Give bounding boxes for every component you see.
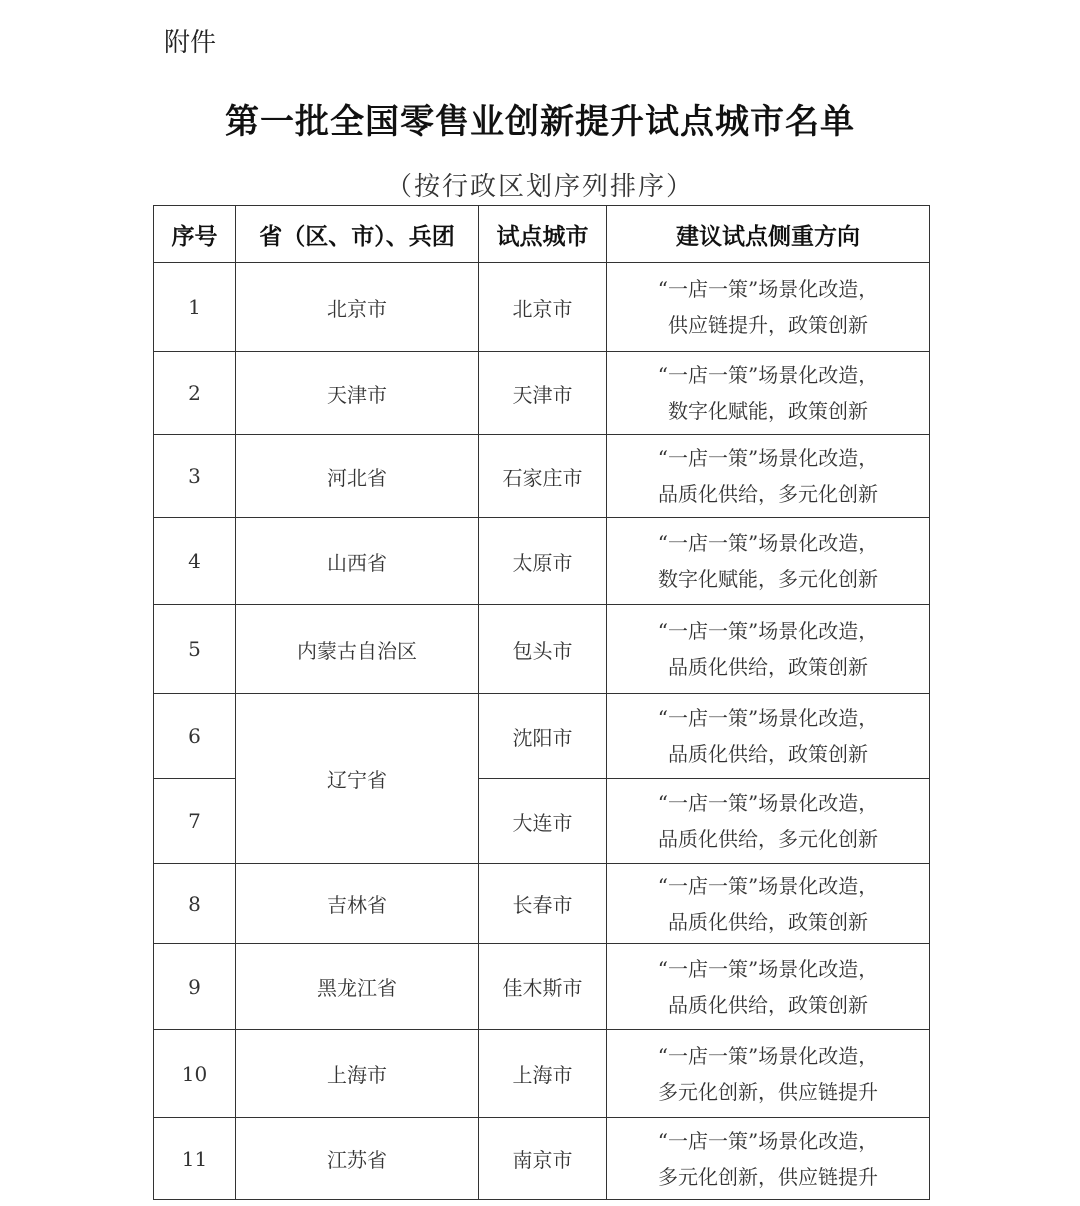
city-cell: 大连市 — [479, 779, 607, 864]
province-cell: 内蒙古自治区 — [236, 605, 479, 694]
direction-line-1: “一店一策”场景化改造， — [657, 873, 879, 898]
direction-cell — [607, 263, 930, 352]
direction-line-1: “一店一策”场景化改造， — [657, 706, 879, 730]
direction-line-2: 品质化供给，多元化创新 — [658, 482, 878, 506]
row-number: 6 — [154, 694, 236, 779]
table-row — [154, 352, 930, 435]
row-number: 2 — [154, 352, 236, 435]
direction-line-1: “一店一策”场景化改造， — [657, 1128, 879, 1153]
direction-cell — [607, 435, 930, 518]
row-number: 7 — [154, 779, 236, 864]
city-cell: 北京市 — [479, 263, 607, 352]
city-cell: 上海市 — [479, 1030, 607, 1118]
direction-cell — [607, 1030, 930, 1118]
province-cell: 上海市 — [236, 1030, 479, 1118]
city-cell: 石家庄市 — [479, 435, 607, 518]
direction-cell — [607, 864, 930, 944]
direction-line-1: “一店一策”场景化改造， — [657, 956, 879, 981]
table-row — [154, 605, 930, 694]
direction-line-2: 品质化供给，政策创新 — [668, 909, 868, 934]
table-row — [154, 1030, 930, 1118]
city-cell: 长春市 — [479, 864, 607, 944]
attachment-label: 附件 — [164, 28, 217, 58]
row-number: 11 — [154, 1118, 236, 1200]
direction-cell — [607, 605, 930, 694]
table-row — [154, 944, 930, 1030]
city-cell: 沈阳市 — [479, 694, 607, 779]
row-number: 9 — [154, 944, 236, 1030]
direction-line-2: 品质化供给，多元化创新 — [658, 827, 878, 851]
column-header-city: 试点城市 — [479, 206, 607, 263]
column-header-province: 省（区、市）、兵团 — [236, 206, 479, 263]
column-header-number: 序号 — [154, 206, 236, 263]
province-cell: 北京市 — [236, 263, 479, 352]
row-number: 5 — [154, 605, 236, 694]
province-cell: 辽宁省 — [236, 694, 479, 864]
province-cell: 江苏省 — [236, 1118, 479, 1200]
province-cell: 吉林省 — [236, 864, 479, 944]
row-number: 4 — [154, 518, 236, 605]
row-number: 8 — [154, 864, 236, 944]
direction-line-1: “一店一策”场景化改造， — [657, 446, 879, 470]
city-cell: 南京市 — [479, 1118, 607, 1200]
row-number: 1 — [154, 263, 236, 352]
direction-cell — [607, 1118, 930, 1200]
direction-cell — [607, 694, 930, 779]
direction-cell — [607, 352, 930, 435]
city-cell: 包头市 — [479, 605, 607, 694]
direction-cell — [607, 518, 930, 605]
direction-line-1: “一店一策”场景化改造， — [657, 277, 879, 301]
direction-line-1: “一店一策”场景化改造， — [657, 619, 879, 643]
pilot-city-table — [153, 205, 930, 1200]
table-row — [154, 864, 930, 944]
direction-line-1: “一店一策”场景化改造， — [657, 1043, 879, 1068]
table-row — [154, 435, 930, 518]
direction-line-2: 品质化供给，政策创新 — [668, 992, 868, 1017]
direction-line-1: “一店一策”场景化改造， — [657, 531, 879, 555]
province-cell: 山西省 — [236, 518, 479, 605]
direction-line-2: 数字化赋能，政策创新 — [668, 399, 868, 423]
direction-line-1: “一店一策”场景化改造， — [657, 363, 879, 387]
direction-cell — [607, 779, 930, 864]
table-row — [154, 263, 930, 352]
table-row — [154, 518, 930, 605]
direction-line-2: 多元化创新，供应链提升 — [658, 1079, 878, 1104]
city-cell: 天津市 — [479, 352, 607, 435]
direction-cell — [607, 944, 930, 1030]
table-row — [154, 694, 930, 779]
city-cell: 太原市 — [479, 518, 607, 605]
city-cell: 佳木斯市 — [479, 944, 607, 1030]
column-header-direction: 建议试点侧重方向 — [607, 206, 930, 263]
province-cell: 天津市 — [236, 352, 479, 435]
document-title: 第一批全国零售业创新提升试点城市名单 — [225, 102, 855, 142]
direction-line-2: 品质化供给，政策创新 — [668, 655, 868, 679]
row-number: 10 — [154, 1030, 236, 1118]
province-cell: 河北省 — [236, 435, 479, 518]
row-number: 3 — [154, 435, 236, 518]
direction-line-2: 数字化赋能，多元化创新 — [658, 567, 878, 591]
direction-line-2: 多元化创新，供应链提升 — [658, 1164, 878, 1189]
table-header-row — [154, 206, 930, 263]
direction-line-2: 供应链提升，政策创新 — [668, 313, 868, 337]
table-row — [154, 1118, 930, 1200]
province-cell: 黑龙江省 — [236, 944, 479, 1030]
document-subtitle: （按行政区划序列排序） — [385, 172, 694, 202]
direction-line-1: “一店一策”场景化改造， — [657, 791, 879, 815]
direction-line-2: 品质化供给，政策创新 — [668, 742, 868, 766]
